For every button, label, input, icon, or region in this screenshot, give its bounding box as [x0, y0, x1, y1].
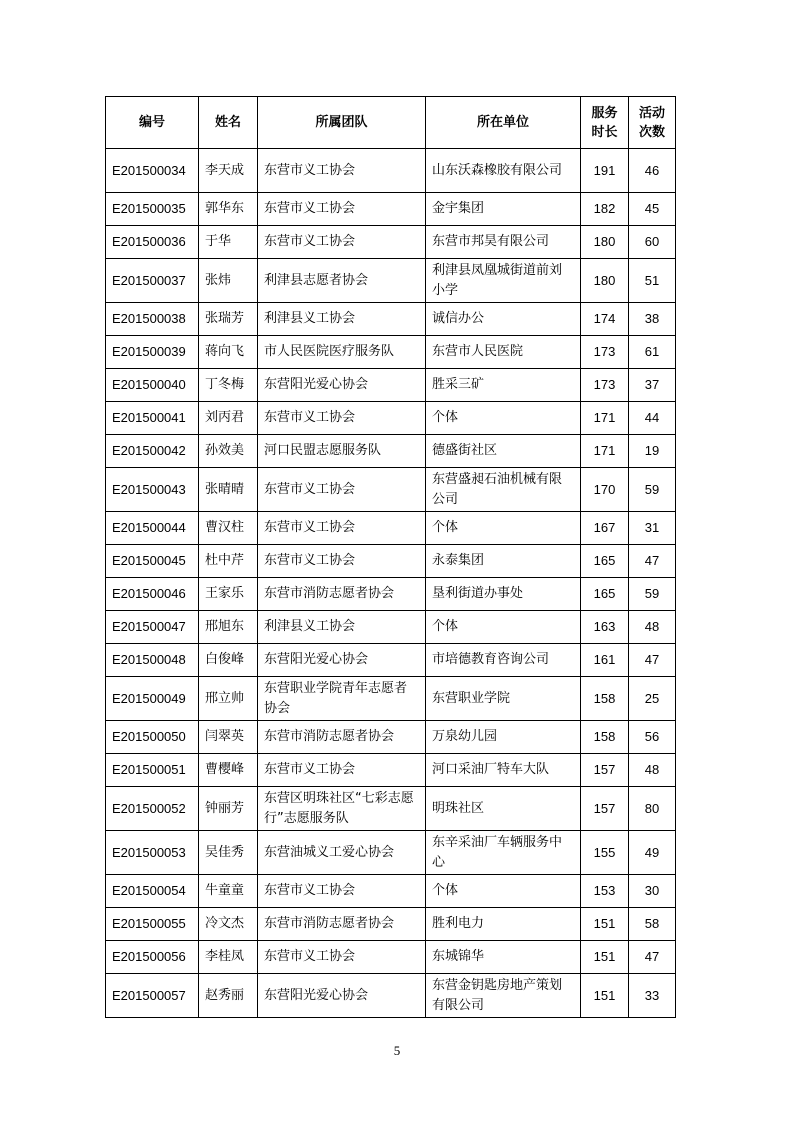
- cell-team: 东营市义工协会: [258, 941, 426, 974]
- cell-volunteer-id: E201500057: [106, 974, 199, 1018]
- cell-name: 冷文杰: [199, 908, 258, 941]
- cell-volunteer-id: E201500050: [106, 721, 199, 754]
- table-row: [106, 303, 676, 336]
- cell-team: 东营阳光爱心协会: [258, 369, 426, 402]
- cell-team: 东营市义工协会: [258, 468, 426, 512]
- cell-name: 牛童童: [199, 875, 258, 908]
- cell-name: 曹樱峰: [199, 754, 258, 787]
- cell-service-hours: 171: [581, 435, 629, 468]
- table-row: [106, 721, 676, 754]
- cell-service-hours: 167: [581, 512, 629, 545]
- header-team: 所属团队: [258, 97, 426, 149]
- cell-name: 李桂凤: [199, 941, 258, 974]
- cell-name: 杜中芹: [199, 545, 258, 578]
- cell-activity-count: 46: [629, 149, 676, 193]
- cell-activity-count: 60: [629, 226, 676, 259]
- cell-team: 东营市义工协会: [258, 875, 426, 908]
- cell-unit: 个体: [426, 611, 581, 644]
- table-row: [106, 875, 676, 908]
- cell-activity-count: 30: [629, 875, 676, 908]
- cell-service-hours: 161: [581, 644, 629, 677]
- cell-activity-count: 33: [629, 974, 676, 1018]
- cell-team: 东营市义工协会: [258, 149, 426, 193]
- cell-team: 东营市义工协会: [258, 545, 426, 578]
- cell-unit: 个体: [426, 512, 581, 545]
- cell-name: 丁冬梅: [199, 369, 258, 402]
- cell-unit: 市培德教育咨询公司: [426, 644, 581, 677]
- cell-volunteer-id: E201500054: [106, 875, 199, 908]
- cell-volunteer-id: E201500041: [106, 402, 199, 435]
- cell-volunteer-id: E201500053: [106, 831, 199, 875]
- cell-name: 张炜: [199, 259, 258, 303]
- cell-service-hours: 173: [581, 336, 629, 369]
- cell-name: 钟丽芳: [199, 787, 258, 831]
- cell-team: 利津县义工协会: [258, 611, 426, 644]
- cell-volunteer-id: E201500056: [106, 941, 199, 974]
- table-header-row: [106, 97, 676, 149]
- table-row: [106, 435, 676, 468]
- cell-service-hours: 155: [581, 831, 629, 875]
- cell-unit: 东营盛昶石油机械有限公司: [426, 468, 581, 512]
- cell-service-hours: 173: [581, 369, 629, 402]
- cell-name: 曹汉柱: [199, 512, 258, 545]
- cell-name: 蒋向飞: [199, 336, 258, 369]
- cell-name: 于华: [199, 226, 258, 259]
- table-row: [106, 677, 676, 721]
- cell-activity-count: 47: [629, 644, 676, 677]
- cell-name: 张瑞芳: [199, 303, 258, 336]
- cell-activity-count: 48: [629, 754, 676, 787]
- cell-team: 河口民盟志愿服务队: [258, 435, 426, 468]
- cell-volunteer-id: E201500035: [106, 193, 199, 226]
- header-id: 编号: [106, 97, 199, 149]
- cell-activity-count: 49: [629, 831, 676, 875]
- cell-unit: 诚信办公: [426, 303, 581, 336]
- cell-team: 东营市义工协会: [258, 226, 426, 259]
- cell-activity-count: 25: [629, 677, 676, 721]
- volunteer-table: [105, 96, 676, 1018]
- cell-activity-count: 61: [629, 336, 676, 369]
- cell-unit: 东营市邦昊有限公司: [426, 226, 581, 259]
- cell-name: 郭华东: [199, 193, 258, 226]
- cell-service-hours: 158: [581, 677, 629, 721]
- cell-activity-count: 59: [629, 468, 676, 512]
- table-row: [106, 644, 676, 677]
- cell-unit: 胜利电力: [426, 908, 581, 941]
- cell-service-hours: 158: [581, 721, 629, 754]
- cell-name: 李天成: [199, 149, 258, 193]
- cell-service-hours: 180: [581, 259, 629, 303]
- cell-team: 利津县志愿者协会: [258, 259, 426, 303]
- cell-volunteer-id: E201500047: [106, 611, 199, 644]
- cell-service-hours: 157: [581, 787, 629, 831]
- cell-service-hours: 165: [581, 578, 629, 611]
- cell-service-hours: 153: [581, 875, 629, 908]
- table-row: [106, 908, 676, 941]
- table-row: [106, 831, 676, 875]
- cell-unit: 山东沃森橡胶有限公司: [426, 149, 581, 193]
- cell-unit: 东营市人民医院: [426, 336, 581, 369]
- cell-activity-count: 47: [629, 545, 676, 578]
- table-row: [106, 369, 676, 402]
- table-row: [106, 259, 676, 303]
- cell-unit: 河口采油厂特车大队: [426, 754, 581, 787]
- cell-team: 东营职业学院青年志愿者协会: [258, 677, 426, 721]
- cell-volunteer-id: E201500051: [106, 754, 199, 787]
- cell-volunteer-id: E201500052: [106, 787, 199, 831]
- cell-unit: 德盛街社区: [426, 435, 581, 468]
- cell-name: 邢立帅: [199, 677, 258, 721]
- cell-name: 张晴晴: [199, 468, 258, 512]
- header-service-hours: [581, 97, 629, 149]
- cell-service-hours: 165: [581, 545, 629, 578]
- table-row: [106, 512, 676, 545]
- cell-volunteer-id: E201500036: [106, 226, 199, 259]
- cell-unit: 永泰集团: [426, 545, 581, 578]
- cell-service-hours: 174: [581, 303, 629, 336]
- cell-volunteer-id: E201500055: [106, 908, 199, 941]
- cell-name: 白俊峰: [199, 644, 258, 677]
- cell-activity-count: 59: [629, 578, 676, 611]
- cell-team: 东营市义工协会: [258, 193, 426, 226]
- table-row: [106, 193, 676, 226]
- header-activity-count: [629, 97, 676, 149]
- cell-unit: 东营金钥匙房地产策划有限公司: [426, 974, 581, 1018]
- cell-activity-count: 37: [629, 369, 676, 402]
- cell-team: 东营区明珠社区“七彩志愿行”志愿服务队: [258, 787, 426, 831]
- table-row: [106, 941, 676, 974]
- table-row: [106, 226, 676, 259]
- cell-unit: 胜采三矿: [426, 369, 581, 402]
- cell-team: 东营市消防志愿者协会: [258, 578, 426, 611]
- cell-volunteer-id: E201500049: [106, 677, 199, 721]
- header-activity-count-line1: 活动: [638, 105, 665, 121]
- header-service-hours-line2: 时长: [591, 124, 618, 140]
- cell-volunteer-id: E201500034: [106, 149, 199, 193]
- cell-unit: 个体: [426, 402, 581, 435]
- cell-service-hours: 151: [581, 974, 629, 1018]
- cell-team: 利津县义工协会: [258, 303, 426, 336]
- header-activity-count-line2: 次数: [638, 124, 665, 140]
- header-name: 姓名: [199, 97, 258, 149]
- cell-unit: 东营职业学院: [426, 677, 581, 721]
- cell-service-hours: 151: [581, 941, 629, 974]
- cell-team: 东营阳光爱心协会: [258, 644, 426, 677]
- cell-name: 刘丙君: [199, 402, 258, 435]
- cell-name: 孙效美: [199, 435, 258, 468]
- cell-activity-count: 48: [629, 611, 676, 644]
- cell-activity-count: 44: [629, 402, 676, 435]
- cell-service-hours: 157: [581, 754, 629, 787]
- table-row: [106, 611, 676, 644]
- cell-unit: 明珠社区: [426, 787, 581, 831]
- cell-volunteer-id: E201500039: [106, 336, 199, 369]
- cell-activity-count: 31: [629, 512, 676, 545]
- cell-service-hours: 171: [581, 402, 629, 435]
- cell-name: 吴佳秀: [199, 831, 258, 875]
- cell-unit: 东辛采油厂车辆服务中心: [426, 831, 581, 875]
- cell-name: 邢旭东: [199, 611, 258, 644]
- cell-volunteer-id: E201500048: [106, 644, 199, 677]
- cell-team: 东营油城义工爱心协会: [258, 831, 426, 875]
- cell-activity-count: 80: [629, 787, 676, 831]
- cell-activity-count: 47: [629, 941, 676, 974]
- cell-activity-count: 19: [629, 435, 676, 468]
- table-row: [106, 754, 676, 787]
- table-body: [106, 149, 676, 1018]
- table-row: [106, 402, 676, 435]
- cell-team: 东营市消防志愿者协会: [258, 908, 426, 941]
- page-number: 5: [393, 1043, 401, 1058]
- table-row: [106, 974, 676, 1018]
- cell-service-hours: 163: [581, 611, 629, 644]
- table-row: [106, 545, 676, 578]
- cell-unit: 东城锦华: [426, 941, 581, 974]
- cell-team: 东营市义工协会: [258, 512, 426, 545]
- cell-activity-count: 45: [629, 193, 676, 226]
- cell-unit: 金宇集团: [426, 193, 581, 226]
- cell-volunteer-id: E201500045: [106, 545, 199, 578]
- cell-name: 闫翠英: [199, 721, 258, 754]
- cell-team: 东营市义工协会: [258, 402, 426, 435]
- cell-service-hours: 170: [581, 468, 629, 512]
- cell-volunteer-id: E201500042: [106, 435, 199, 468]
- cell-service-hours: 180: [581, 226, 629, 259]
- cell-service-hours: 191: [581, 149, 629, 193]
- cell-team: 东营阳光爱心协会: [258, 974, 426, 1018]
- header-service-hours-line1: 服务: [591, 105, 618, 121]
- cell-volunteer-id: E201500044: [106, 512, 199, 545]
- cell-team: 东营市义工协会: [258, 754, 426, 787]
- cell-volunteer-id: E201500040: [106, 369, 199, 402]
- cell-activity-count: 51: [629, 259, 676, 303]
- table-row: [106, 336, 676, 369]
- cell-activity-count: 38: [629, 303, 676, 336]
- cell-volunteer-id: E201500038: [106, 303, 199, 336]
- table-row: [106, 578, 676, 611]
- cell-service-hours: 151: [581, 908, 629, 941]
- cell-unit: 垦利街道办事处: [426, 578, 581, 611]
- cell-unit: 利津县凤凰城街道前刘小学: [426, 259, 581, 303]
- cell-volunteer-id: E201500043: [106, 468, 199, 512]
- table-row: [106, 787, 676, 831]
- cell-volunteer-id: E201500046: [106, 578, 199, 611]
- cell-unit: 个体: [426, 875, 581, 908]
- header-unit: 所在单位: [426, 97, 581, 149]
- table-row: [106, 149, 676, 193]
- cell-volunteer-id: E201500037: [106, 259, 199, 303]
- cell-activity-count: 58: [629, 908, 676, 941]
- cell-name: 赵秀丽: [199, 974, 258, 1018]
- table-row: [106, 468, 676, 512]
- cell-name: 王家乐: [199, 578, 258, 611]
- cell-team: 市人民医院医疗服务队: [258, 336, 426, 369]
- cell-service-hours: 182: [581, 193, 629, 226]
- cell-activity-count: 56: [629, 721, 676, 754]
- cell-team: 东营市消防志愿者协会: [258, 721, 426, 754]
- cell-unit: 万泉幼儿园: [426, 721, 581, 754]
